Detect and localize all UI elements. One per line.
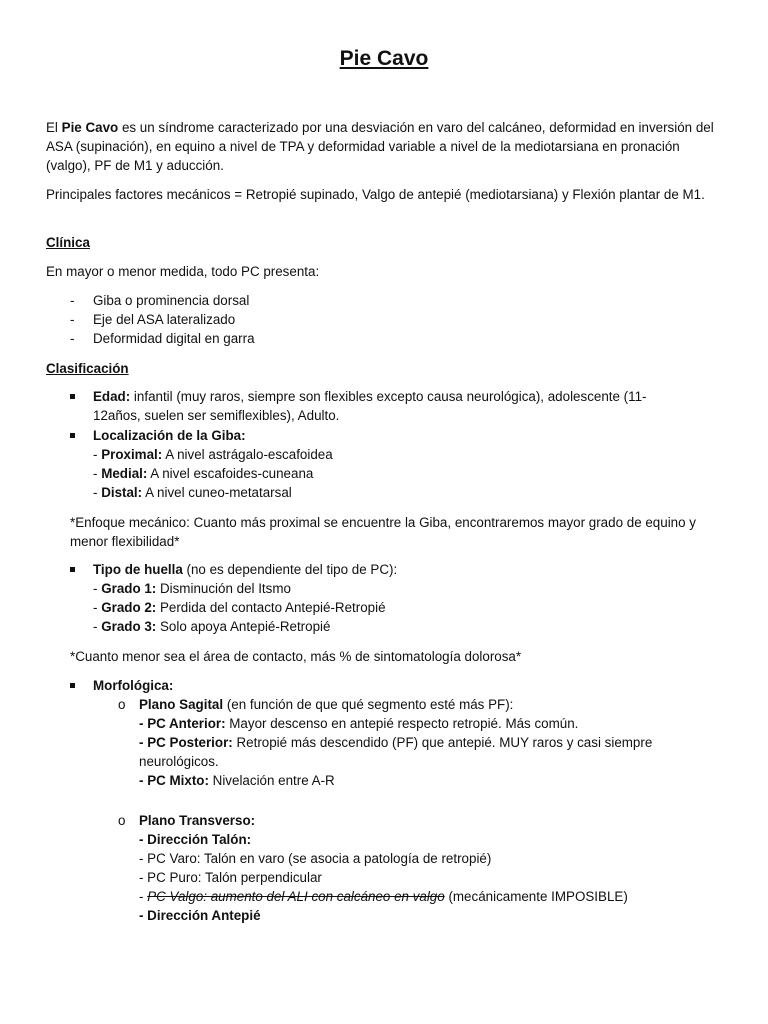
clinica-lead: En mayor o menor medida, todo PC presenta: xyxy=(46,264,320,279)
plano-sagital-item: Plano Sagital (en función de que qué segmento esté más PF): - PC Anterior: Mayor descenso en antepié respecto retropié. Más común. - PC Posterior: Retropié más descendido (PF) que antepié. MUY raros y casi siempre neurológicos. - PC Mixto: Nivelación entre A-R xyxy=(139,697,653,788)
intro-rest: es un síndrome caracterizado por una desviación en varo del calcáneo, deformidad en inversión del ASA (supinación), en equino a nivel de TPA y deformidad variable a nivel de la mediotarsiana en pronación (valgo), PF de M1 y aducción. xyxy=(46,120,714,173)
intro-bold-term: Pie Cavo xyxy=(61,120,119,135)
square-bullet-icon xyxy=(70,433,75,438)
list-item: Giba o prominencia dorsal xyxy=(93,293,250,308)
giba-sub-item: - Distal: A nivel cuneo-metatarsal xyxy=(93,485,292,500)
dash-bullet: - xyxy=(70,293,75,308)
edad-item: Edad: infantil (muy raros, siempre son flexibles excepto causa neurológica), adolescente (11-12años, suelen ser semiflexibles), Adulto. xyxy=(93,389,647,423)
intro-paragraph xyxy=(46,118,722,175)
talon-sub-item: - PC Valgo: aumento del ALI con calcáneo en valgo (mecánicamente IMPOSIBLE) xyxy=(139,889,628,904)
page-title: Pie Cavo xyxy=(339,47,429,70)
huella-sub-item: - Grado 2: Perdida del contacto Antepié-Retropié xyxy=(93,600,386,615)
giba-sub-item: - Proximal: A nivel astrágalo-escafoidea xyxy=(93,447,333,462)
giba-sub-item: - Medial: A nivel escafoides-cuneana xyxy=(93,466,314,481)
morfologica-item: Morfológica: xyxy=(93,678,174,693)
intro-pre: El xyxy=(46,120,62,135)
talon-heading: - Dirección Talón: xyxy=(139,832,252,847)
square-bullet-icon xyxy=(70,683,75,688)
enfoque-note: *Enfoque mecánico: Cuanto más proximal se encuentre la Giba, encontraremos mayor grado de equino y menor flexibilidad* xyxy=(70,515,696,549)
antepie-heading: - Dirección Antepié xyxy=(139,908,261,923)
list-item: Deformidad digital en garra xyxy=(93,331,255,346)
sagital-sub-item: - PC Posterior: Retropié más descendido (PF) que antepié. MUY raros y casi siempre neurológicos. xyxy=(139,735,653,769)
talon-sub-item: - PC Varo: Talón en varo (se asocia a patología de retropié) xyxy=(139,851,492,866)
giba-item: Localización de la Giba: - Proximal: A nivel astrágalo-escafoidea - Medial: A nivel escafoides-cuneana - Distal: A nivel cuneo-metatarsal xyxy=(93,428,333,500)
clasificacion-heading: Clasificación xyxy=(46,361,129,376)
sagital-sub-item: - PC Anterior: Mayor descenso en antepié respecto retropié. Más común. xyxy=(139,716,579,731)
circle-bullet: o xyxy=(118,813,126,828)
list-item: Eje del ASA lateralizado xyxy=(93,312,236,327)
huella-sub-item: - Grado 3: Solo apoya Antepié-Retropié xyxy=(93,619,331,634)
huella-item: Tipo de huella (no es dependiente del tipo de PC): - Grado 1: Disminución del Itsmo - Grado 2: Perdida del contacto Antepié-Retropié - Grado 3: Solo apoya Antepié-Retropié xyxy=(93,562,398,634)
circle-bullet: o xyxy=(118,697,126,712)
dash-bullet: - xyxy=(70,331,75,346)
dash-bullet: - xyxy=(70,312,75,327)
square-bullet-icon xyxy=(70,394,75,399)
clinica-heading: Clínica xyxy=(46,235,90,250)
plano-transverso-item: Plano Transverso: - Dirección Talón: - PC Varo: Talón en varo (se asocia a patología de retropié) - PC Puro: Talón perpendicular - PC Valgo: aumento del ALI con calcáneo en valgo (mecánicamente IMPOSIBLE) - Dirección Antepié xyxy=(139,813,628,923)
factores-paragraph: Principales factores mecánicos = Retropié supinado, Valgo de antepié (mediotarsiana) y Flexión plantar de M1. xyxy=(46,187,705,202)
square-bullet-icon xyxy=(70,567,75,572)
sagital-sub-item: - PC Mixto: Nivelación entre A-R xyxy=(139,773,335,788)
huella-sub-item: - Grado 1: Disminución del Itsmo xyxy=(93,581,291,596)
contacto-note: *Cuanto menor sea el área de contacto, más % de sintomatología dolorosa* xyxy=(70,649,522,664)
talon-sub-item: - PC Puro: Talón perpendicular xyxy=(139,870,322,885)
